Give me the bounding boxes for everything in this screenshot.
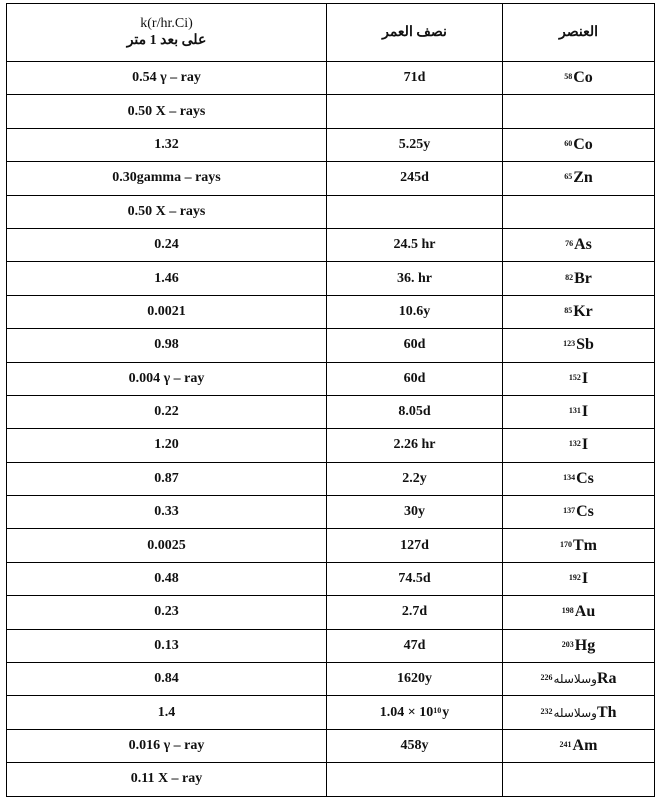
halflife-cell	[327, 62, 503, 95]
element-symbol: Tm	[573, 536, 597, 554]
element-cell	[503, 629, 655, 662]
element-cell	[503, 729, 655, 762]
element-symbol: Hg	[574, 636, 596, 654]
element-cell	[503, 128, 655, 161]
halflife-cell	[327, 729, 503, 762]
halflife-value: 24.5 hr	[393, 237, 436, 253]
table-row	[7, 763, 655, 796]
activity-cell: 0.0025	[7, 529, 327, 562]
element-cell	[503, 663, 655, 696]
decay-chain-label: وسلاسله	[553, 705, 597, 720]
mass-number: 170	[560, 539, 572, 549]
mass-number: 192	[568, 573, 581, 583]
element-cell	[503, 362, 655, 395]
table-row	[7, 162, 655, 195]
activity-cell: 0.13	[7, 629, 327, 662]
element-symbol: Ra	[596, 670, 617, 688]
halflife-cell	[327, 529, 503, 562]
header-halflife: نصف العمر	[327, 4, 503, 62]
table-row	[7, 128, 655, 161]
table-row	[7, 562, 655, 595]
element-cell	[503, 696, 655, 729]
mass-number: 134	[563, 472, 576, 482]
halflife-cell	[327, 596, 503, 629]
halflife-value: 10.6y	[398, 303, 431, 319]
header-activity-distance: على بعد 1 متر	[126, 33, 207, 48]
table-row	[7, 663, 655, 696]
halflife-value: 74.5d	[398, 571, 431, 587]
activity-cell: 0.50 X – rays	[7, 95, 327, 128]
element-cell	[503, 329, 655, 362]
table-row	[7, 362, 655, 395]
element-symbol: Co	[573, 135, 593, 153]
element-symbol: Sb	[576, 336, 594, 354]
element-cell	[503, 596, 655, 629]
activity-cell: 0.004 γ – ray	[7, 362, 327, 395]
mass-number: 131	[568, 406, 581, 416]
element-symbol: I	[581, 403, 589, 421]
table-row	[7, 62, 655, 95]
mass-number: 226	[540, 673, 553, 683]
halflife-cell	[327, 95, 503, 128]
activity-cell: 1.4	[7, 696, 327, 729]
halflife-value: 127d	[400, 537, 429, 553]
activity-cell: 0.24	[7, 228, 327, 261]
mass-number: 198	[561, 606, 574, 616]
activity-cell: 0.016 γ – ray	[7, 729, 327, 762]
header-activity-unit: k(r/hr.Ci)	[140, 16, 193, 31]
table-row	[7, 496, 655, 529]
halflife-cell	[327, 663, 503, 696]
activity-cell: 0.11 X – ray	[7, 763, 327, 796]
halflife-cell	[327, 496, 503, 529]
element-cell	[503, 429, 655, 462]
activity-cell: 0.48	[7, 562, 327, 595]
table-row	[7, 629, 655, 662]
halflife-value: 8.05d	[398, 404, 431, 420]
activity-cell: 0.22	[7, 395, 327, 428]
halflife-value: 245d	[400, 170, 429, 186]
table-row	[7, 195, 655, 228]
element-symbol: Co	[573, 69, 593, 87]
halflife-value: 36. hr	[397, 270, 432, 286]
halflife-cell	[327, 462, 503, 495]
halflife-value: 47d	[403, 637, 426, 653]
element-symbol: Kr	[573, 302, 593, 320]
header-activity	[7, 4, 327, 62]
element-cell	[503, 763, 655, 796]
table-row	[7, 329, 655, 362]
halflife-cell	[327, 429, 503, 462]
halflife-value: 2.2y	[402, 470, 427, 486]
activity-cell: 0.0021	[7, 295, 327, 328]
mass-number: 137	[563, 506, 576, 516]
halflife-value: 458y	[400, 738, 429, 753]
element-cell	[503, 496, 655, 529]
table-row	[7, 529, 655, 562]
element-cell	[503, 462, 655, 495]
mass-number: 65	[564, 172, 573, 182]
element-cell	[503, 62, 655, 95]
activity-cell: 1.32	[7, 128, 327, 161]
element-cell	[503, 295, 655, 328]
table-row	[7, 596, 655, 629]
activity-cell: 0.87	[7, 462, 327, 495]
halflife-cell	[327, 262, 503, 295]
halflife-cell	[327, 562, 503, 595]
mass-number: 203	[561, 639, 574, 649]
mass-number: 60	[564, 138, 573, 148]
element-symbol: Cs	[576, 503, 594, 521]
halflife-cell	[327, 395, 503, 428]
halflife-value: 30y	[404, 504, 425, 520]
halflife-cell	[327, 128, 503, 161]
halflife-value: 2.7d	[401, 604, 428, 620]
activity-cell: 0.33	[7, 496, 327, 529]
activity-cell: 0.50 X – rays	[7, 195, 327, 228]
table-row	[7, 295, 655, 328]
header-element: العنصر	[503, 4, 655, 62]
mass-number: 241	[559, 740, 572, 749]
mass-number: 152	[568, 372, 581, 382]
element-symbol: I	[581, 436, 589, 454]
element-cell	[503, 162, 655, 195]
halflife-cell	[327, 362, 503, 395]
halflife-unit: y	[442, 704, 450, 720]
halflife-value: 5.25y	[398, 136, 431, 152]
element-symbol: Th	[596, 703, 617, 721]
halflife-cell	[327, 195, 503, 228]
mass-number: 123	[563, 339, 576, 349]
activity-cell: 1.46	[7, 262, 327, 295]
activity-cell: 0.30gamma – rays	[7, 162, 327, 195]
mass-number: 82	[565, 272, 574, 282]
halflife-exponent: 10	[433, 705, 442, 715]
element-cell	[503, 395, 655, 428]
element-symbol: Am	[572, 737, 598, 754]
mass-number: 76	[565, 239, 574, 249]
element-symbol: Br	[574, 269, 592, 287]
halflife-cell	[327, 629, 503, 662]
halflife-cell	[327, 763, 503, 796]
table-row	[7, 95, 655, 128]
halflife-cell	[327, 162, 503, 195]
halflife-value: 60d	[403, 337, 426, 353]
mass-number: 58	[564, 72, 573, 82]
halflife-cell	[327, 696, 503, 729]
halflife-cell	[327, 228, 503, 261]
element-symbol: I	[581, 570, 589, 588]
activity-cell: 0.84	[7, 663, 327, 696]
decay-chain-label: وسلاسله	[553, 672, 597, 687]
mass-number: 232	[540, 706, 553, 716]
element-cell	[503, 95, 655, 128]
activity-cell: 0.23	[7, 596, 327, 629]
mass-number: 85	[564, 305, 573, 315]
halflife-value: 2.26 hr	[393, 437, 436, 453]
table-row	[7, 462, 655, 495]
halflife-value: 71d	[403, 70, 426, 86]
activity-cell: 0.54 γ – ray	[7, 62, 327, 95]
table-row	[7, 696, 655, 729]
table-row	[7, 262, 655, 295]
table-row	[7, 429, 655, 462]
table-row	[7, 395, 655, 428]
isotope-table-container	[6, 3, 655, 797]
halflife-value: 1.04 × 10	[379, 704, 434, 720]
table-header-row	[7, 4, 655, 62]
halflife-value: 60d	[403, 370, 426, 386]
element-symbol: As	[574, 236, 592, 254]
element-cell	[503, 262, 655, 295]
element-symbol: I	[581, 369, 589, 387]
mass-number: 132	[568, 439, 581, 449]
table-body	[7, 62, 655, 797]
activity-cell: 0.98	[7, 329, 327, 362]
halflife-value: 1620y	[397, 671, 432, 687]
table-row	[7, 228, 655, 261]
isotope-table	[6, 3, 655, 797]
table-row	[7, 729, 655, 762]
halflife-cell	[327, 329, 503, 362]
element-cell	[503, 195, 655, 228]
element-symbol: Cs	[576, 469, 594, 487]
element-symbol: Zn	[573, 169, 593, 187]
element-cell	[503, 529, 655, 562]
element-symbol: Au	[574, 603, 596, 621]
element-cell	[503, 562, 655, 595]
halflife-cell	[327, 295, 503, 328]
element-cell	[503, 228, 655, 261]
activity-cell: 1.20	[7, 429, 327, 462]
